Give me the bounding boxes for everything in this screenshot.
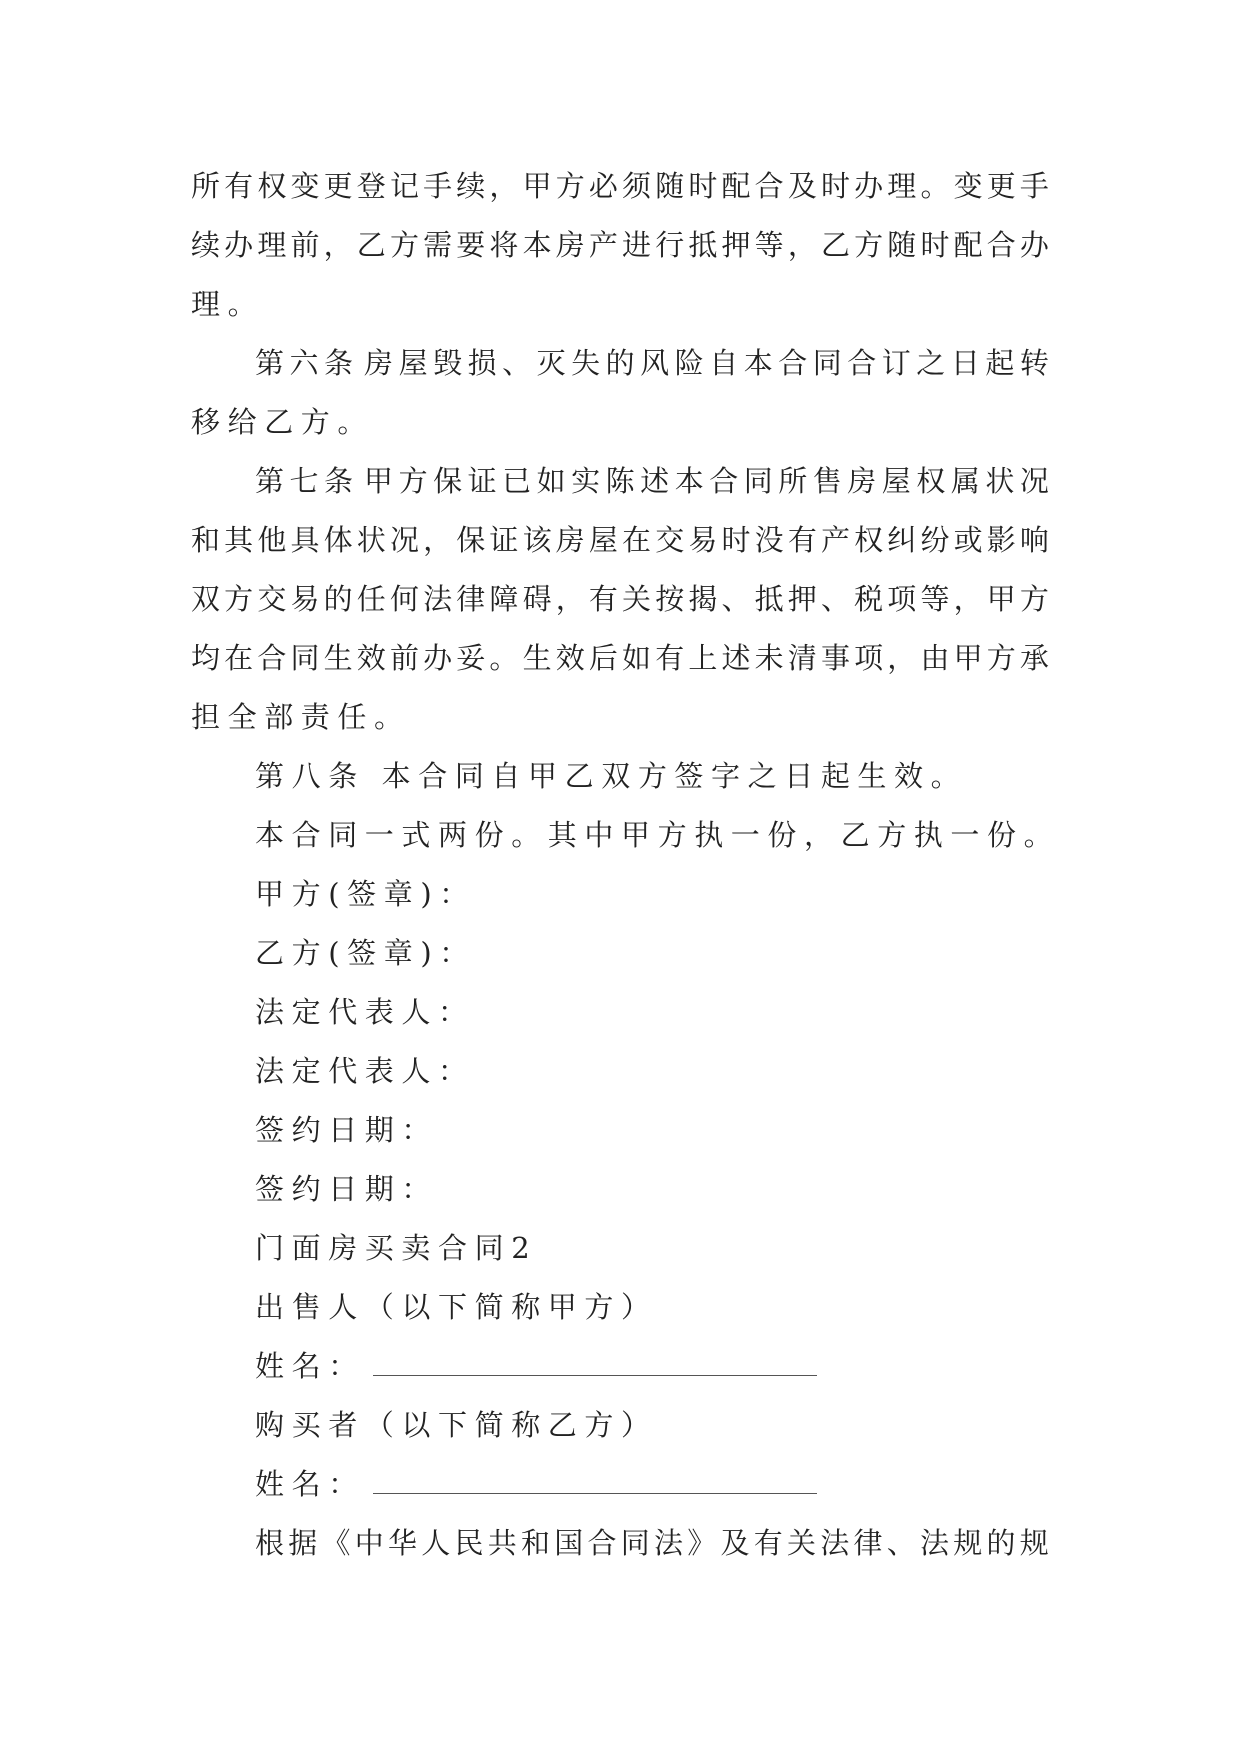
seller-name-blank — [373, 1345, 817, 1376]
legal-basis-line: 根 据 《 中 华 人 民 共 和 国 合 同 法 》 及 有 关 法 律 、 法 规 的 规 — [255, 1526, 1049, 1560]
contract-body — [191, 157, 1061, 1573]
paragraph-line: 理。 — [191, 287, 265, 321]
buyer-name-label: 姓名： — [255, 1467, 365, 1501]
contract-2-title: 门面房买卖合同2 — [255, 1231, 538, 1265]
party-a-signature-label: 甲方(签章)： — [255, 877, 476, 911]
buyer-name-blank — [373, 1463, 817, 1494]
seller-name-row — [191, 1337, 1049, 1396]
article-7-line: 和 其 他 具 体 状 况 ， 保 证 该 房 屋 在 交 易 时 没 有 产 权 纠 纷 或 影 响 — [191, 523, 1049, 557]
buyer-heading: 购买者（以下简称乙方） — [255, 1408, 658, 1442]
article-7-line: 双 方 交 易 的 任 何 法 律 障 碍 ， 有 关 按 揭 、 抵 押 、 税 项 等 ， 甲 方 — [191, 582, 1049, 616]
seller-name-label: 姓名： — [255, 1349, 365, 1383]
article-6-line: 第 六 条 房 屋 毁 损 、 灭 失 的 风 险 自 本 合 同 合 订 之 日 起 转 — [255, 346, 1049, 380]
article-6-line: 移给乙方。 — [191, 405, 375, 439]
legal-representative-label: 法定代表人： — [255, 1054, 475, 1088]
legal-representative-label: 法定代表人： — [255, 995, 475, 1029]
article-7-line: 担全部责任。 — [191, 700, 411, 734]
article-8-line: 第八条 本合同自甲乙双方签字之日起生效。 — [255, 759, 968, 793]
paragraph-line: 续 办 理 前 ， 乙 方 需 要 将 本 房 产 进 行 抵 押 等 ， 乙 方 随 时 配 合 办 — [191, 228, 1049, 262]
signing-date-label: 签约日期： — [255, 1172, 439, 1206]
article-7-line: 均 在 合 同 生 效 前 办 妥 。 生 效 后 如 有 上 述 未 清 事 项 ， 由 甲 方 承 — [191, 641, 1049, 675]
paragraph-line: 所 有 权 变 更 登 记 手 续 ， 甲 方 必 须 随 时 配 合 及 时 办 理 。 变 更 手 — [191, 169, 1049, 203]
seller-heading: 出售人（以下简称甲方） — [255, 1290, 658, 1324]
copies-clause: 本合同一式两份。其中甲方执一份，乙方执一份。 — [255, 818, 1061, 852]
signing-date-label: 签约日期： — [255, 1113, 439, 1147]
buyer-name-row — [191, 1455, 1049, 1514]
party-b-signature-label: 乙方(签章)： — [255, 936, 476, 970]
article-7-line: 第 七 条 甲 方 保 证 已 如 实 陈 述 本 合 同 所 售 房 屋 权 属 状 况 — [255, 464, 1049, 498]
